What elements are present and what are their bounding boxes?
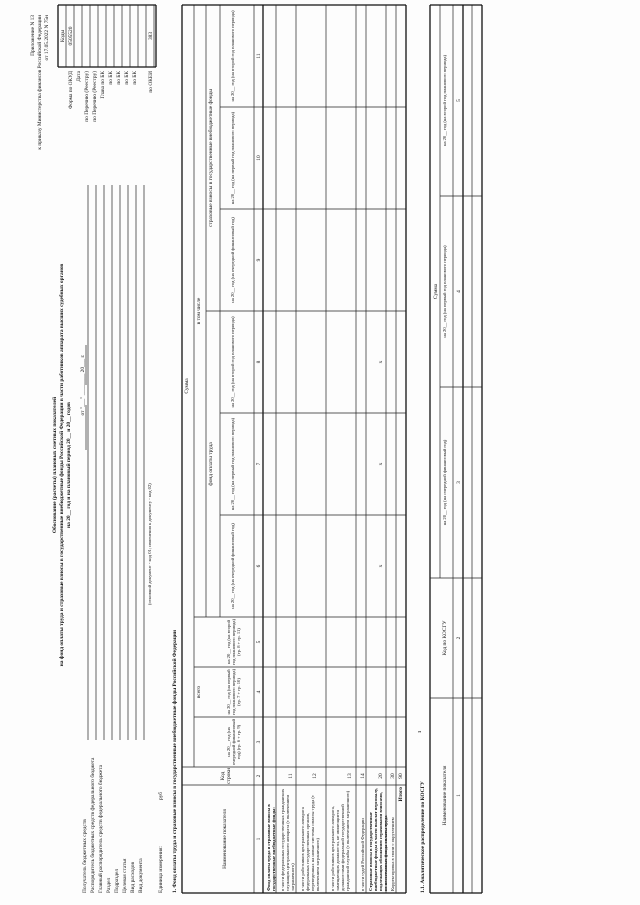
appendix-line-3: от 17.05.2022 N 75н: [44, 15, 50, 61]
row-label-judges: в части судей Российской Федерации: [360, 818, 365, 891]
field-target-item: Целевая статья: [122, 858, 128, 893]
row-code-14: 14: [360, 773, 366, 779]
codes-label-bk-4: по БК: [132, 71, 138, 85]
colnum-11: 11: [256, 53, 262, 59]
field-section: Раздел: [106, 877, 112, 893]
field-subsection: Подраздел: [114, 868, 120, 893]
th-insurance-y0: на 20__ год (на очередной финансовый год): [230, 217, 235, 303]
form-title-line-3: на 20__ год и на плановый период 20__ и 20__ годов: [66, 402, 72, 528]
codes-label-registry-2: по Перечню (Реестру): [92, 71, 98, 122]
kosgu-th-y1: на 20__ год (на первый год планового периода): [442, 245, 447, 338]
row-code-20: 20: [378, 773, 384, 779]
row-code-13: 13: [347, 773, 353, 779]
codes-label-okud: Форма по ОКУД: [68, 71, 74, 109]
th-payroll: фонд оплаты труда: [208, 442, 214, 486]
colnum-6: 6: [256, 564, 262, 568]
row-label-new-pay-system: в части работников центрального аппарата федеральных государственных органов, переведенных на новые системы оплаты труда (с включением заграничного): [300, 795, 320, 891]
th-total-y1: на 20__ год (на первый год планового периода) (гр. 7 + гр. 10): [226, 669, 241, 715]
codes-label-chapter: Глава по БК: [100, 71, 106, 99]
row-label-rounding: Корректировка в связи с округлением: [390, 817, 395, 891]
th-name: Наименование показателя: [222, 809, 228, 869]
row-label-non-civil-positions: в части работников центрального аппарата, замещающих должности, не являющиеся должностями федеральной государственной гражданской службы (с включением заграничного): [330, 790, 350, 891]
codes-label-bk-3: по БК: [124, 71, 130, 85]
colnum-2: 2: [256, 774, 262, 778]
th-insurance: страховые взносы в государственные внебюджетные фонды: [208, 89, 214, 227]
field-expense-type: Вид расходов: [130, 862, 136, 893]
unit-label: Единица измерения:: [158, 846, 164, 893]
row-label-civil-servants: в части федеральных государственных гражданских служащих центрального аппарата (с включением заграничного): [280, 788, 295, 891]
colnum-8: 8: [256, 360, 262, 364]
field-main-distributor: Главный распорядитель средств федерального бюджета: [98, 764, 104, 893]
th-sum: Сумма: [184, 378, 190, 394]
colnum-7: 7: [256, 462, 262, 466]
codes-label-date: Дата: [76, 71, 82, 82]
codes-label-okei: по ОКЕИ: [148, 71, 154, 93]
th-insurance-y1: на 20__ год (на первый год планового периода): [230, 111, 235, 205]
unit-value: руб: [158, 792, 164, 800]
th-payroll-y1: на 20__ год (на первый год планового периода): [230, 417, 235, 511]
date-line: от "___" ________ 20___ г.: [80, 354, 86, 416]
th-total: всего: [196, 685, 202, 699]
x-mark-col7: x: [378, 462, 384, 466]
kosgu-th-code: Код по КОСГУ: [442, 620, 448, 656]
colnum-4: 4: [256, 690, 262, 694]
th-total-y0: на 20__ год (на очередной финансовый год) (гр. 6 + гр. 9): [226, 719, 241, 765]
section-1-1-footnote: 1: [417, 730, 422, 733]
row-label-total: Итого: [398, 787, 404, 802]
kosgu-colnum-3: 3: [456, 481, 462, 484]
row-code-12: 12: [312, 773, 318, 779]
kosgu-th-sum: Сумма: [433, 283, 439, 300]
row-label-insurance: Страховые взносы в государственные внебюджетные фонды в части выплат персоналу, подлежащих обложению страховыми взносами, из несоставных фонда оплаты труда: [368, 788, 388, 891]
th-insurance-y2: на 20__ год (на второй год планового периода): [230, 10, 235, 102]
kosgu-colnum-2: 2: [456, 636, 462, 640]
kosgu-colnum-5: 5: [456, 99, 462, 102]
row-label-fund: Фонд оплаты труда и страховые взносы в государственные внебюджетные фонды:: [266, 804, 276, 891]
colnum-1: 1: [256, 837, 262, 841]
row-code-11: 11: [288, 773, 294, 779]
th-payroll-y2: на 20__ год (на второй год планового периода): [230, 316, 235, 408]
codes-value-okei: 383: [148, 31, 154, 41]
x-mark-col8: x: [378, 360, 384, 364]
row-code-90: 90: [398, 773, 404, 779]
appendix-line-2: к приказу Министерства финансов Российской Федерации: [37, 15, 43, 150]
colnum-10: 10: [256, 155, 262, 161]
row-code-30: 30: [390, 773, 396, 779]
field-distributor: Распорядитель бюджетных средств федерального бюджета: [90, 757, 96, 893]
colnum-9: 9: [256, 258, 262, 262]
codes-label-bk-2: по БК: [116, 71, 122, 85]
form-title-line-1: Обоснование (расчеты) плановых сметных показателей: [52, 396, 58, 534]
appendix-line-1: Приложение N 13: [30, 15, 36, 56]
kosgu-th-y2: на 20__ год (на второй год планового периода): [442, 55, 447, 147]
field-recipient: Получатель бюджетных средств: [82, 819, 88, 893]
section-1-title: 1. Фонд оплаты труда и страховые взносы в государственные внебюджетные фонды Российской Федерации: [172, 629, 178, 893]
kosgu-colnum-1: 1: [456, 794, 462, 797]
form-title-line-2: на фонд оплаты труда и страховые взносы в государственные внебюджетные фонды Российской Федерации в части работников аппарата высших судебных органов: [59, 263, 65, 667]
th-code: Код строки: [220, 768, 232, 784]
field-doc-type: Вид документа: [138, 858, 144, 893]
colnum-5: 5: [256, 640, 262, 644]
th-total-y2: на 20__ год (на второй год планового периода) (гр. 8 + гр. 11): [226, 619, 241, 665]
colnum-3: 3: [256, 740, 262, 744]
codes-label-bk-1: по БК: [108, 71, 114, 85]
x-mark-col6: x: [378, 564, 384, 568]
codes-header: Коды: [60, 29, 66, 43]
section-1-1-title: 1.1. Аналитическое распределение по КОСГУ: [420, 781, 426, 893]
kosgu-th-y0: на 20__ год (на очередной финансовый год): [442, 439, 447, 526]
codes-label-registry-1: по Перечню (Реестру): [84, 71, 90, 122]
th-payroll-y0: на 20__ год (на очередной финансовый год): [230, 523, 235, 609]
codes-value-okud: 0505520: [68, 26, 74, 46]
th-including: в том числе: [196, 297, 202, 325]
doc-type-note: (основной документ - код 01; изменения к документу - код 02): [147, 483, 152, 605]
kosgu-colnum-4: 4: [456, 290, 462, 293]
kosgu-th-name: Наименование показателя: [442, 765, 448, 826]
